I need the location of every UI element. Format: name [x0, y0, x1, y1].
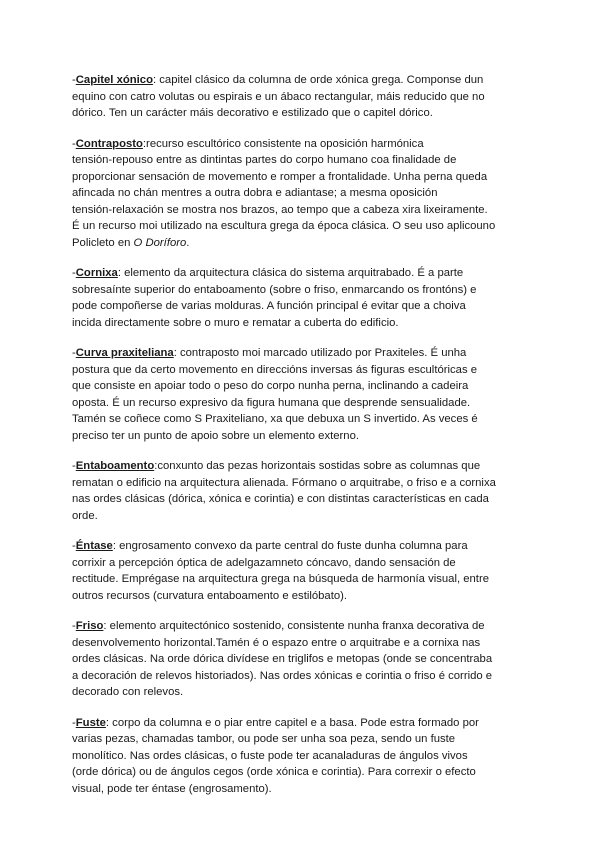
entry-first-line: [72, 458, 520, 475]
entry-definition-start: :recurso escultórico consistente na oposición harmónica: [142, 137, 424, 150]
entry-term: Entaboamento: [75, 460, 155, 472]
glossary-entry-cornixa: [72, 265, 520, 331]
entry-definition-line: desenvolvemento horizontal.Tamén é o espazo entre o arquitrabe e a cornixa nas: [72, 636, 481, 649]
entry-definition-line: monolítico. Nas ordes clásicas, o fuste pode ter acanaladuras de ángulos vivos: [72, 749, 468, 762]
entry-definition-line: pode compoñerse de varias molduras. A función principal é evitar que a choiva: [72, 300, 466, 312]
glossary-entry-entase: [72, 538, 520, 604]
entry-definition-line: nas ordes clásicas (dórica, xónica e corintia) e con distintas características en cada: [72, 493, 489, 505]
entry-definition-line: equino con catro volutas ou espirais e un ábaco rectangular, máis reducido que no: [72, 90, 485, 103]
entry-definition-start: : elemento da arquitectura clásica do sistema arquitrabado. É a parte: [117, 267, 464, 279]
entry-dash: -: [72, 620, 76, 632]
entry-definition-start: :conxunto das pezas horizontais sostidas sobre as columnas que: [154, 460, 481, 472]
entry-definition-line: proporcionar sensación de movemento e romper a frontalidade. Unha perna queda: [72, 170, 488, 183]
entry-term: Friso: [75, 620, 104, 632]
entry-term: Capitel xónico: [75, 74, 153, 86]
entry-dash: -: [72, 460, 76, 472]
entry-definition-line: a decoración de relevos historiados). Nas ordes xónicas e corintia o friso é corrido e: [72, 669, 493, 682]
entry-first-line: [72, 72, 520, 89]
entry-text: .: [186, 236, 190, 249]
glossary-body: [72, 72, 520, 811]
entry-definition-line: (orde dórica) ou de ángulos cegos (orde xónica e corintia). Para correxir o efecto: [72, 766, 476, 778]
entry-definition-line: outros recursos (curvatura entaboamento e estilóbato).: [72, 589, 348, 602]
entry-definition-start: : corpo da columna e o piar entre capitel e a basa. Pode estra formado por: [105, 716, 479, 729]
entry-definition-line: postura que da certo movemento en direccións inversas ás figuras escultóricas e: [72, 363, 478, 376]
entry-definition-line: ordes clásicas. Na orde dórica divídese en triglifos e metopas (onde se concentraba: [72, 653, 493, 665]
entry-definition-line: tensión-relaxación se mostra nos brazos, ao tempo que a cabeza xira lixeiramente.: [72, 203, 488, 216]
artwork-title: O Doríforo: [133, 236, 187, 249]
entry-term: Éntase: [75, 540, 113, 552]
entry-definition-line: rematan o edificio na arquitectura alienada. Fórmano o arquitrabe, o friso e a cornixa: [72, 476, 496, 489]
entry-first-line: [72, 715, 520, 732]
entry-definition-line: visual, pode ter éntase (engrosamento).: [72, 782, 272, 795]
entry-definition-line: É un recurso moi utilizado na escultura grega da época clásica. O seu uso aplicouno: [72, 220, 496, 232]
entry-definition-line: varias pezas, chamadas tambor, ou pode ser unha soa peza, sendo un fuste: [72, 733, 456, 745]
glossary-entry-capitel-xonico: [72, 72, 520, 122]
entry-first-line: [72, 345, 520, 362]
entry-dash: -: [72, 716, 76, 729]
entry-definition-line: orde.: [72, 509, 98, 522]
entry-definition-start: : capitel clásico da columna de orde xónica grega. Componse dun: [152, 74, 484, 86]
entry-dash: -: [72, 540, 76, 552]
entry-dash: -: [72, 74, 76, 86]
glossary-entry-curva-praxiteliana: [72, 345, 520, 444]
entry-first-line: [72, 538, 520, 555]
entry-first-line: [72, 265, 520, 282]
entry-definition-line: dórico. Ten un carácter máis decorativo e estilizado que o capitel dórico.: [72, 107, 433, 119]
entry-definition-line: rectitude. Emprégase na arquitectura grega na búsqueda de harmonía visual, entre: [72, 573, 489, 585]
entry-term: Contraposto: [75, 137, 143, 150]
entry-dash: -: [72, 267, 76, 279]
glossary-entry-contraposto: [72, 136, 520, 252]
entry-definition-line: incida directamente sobre o muro e rematar a cuberta do edificio.: [72, 316, 399, 329]
glossary-entry-entaboamento: [72, 458, 520, 524]
entry-definition-line: Tamén se coñece como S Praxiteliano, xa que debuxa un S invertido. As veces é: [72, 413, 478, 425]
glossary-entry-fuste: [72, 715, 520, 798]
entry-first-line: [72, 136, 520, 153]
entry-term: Cornixa: [75, 267, 118, 279]
entry-definition-line: decorado con relevos.: [72, 686, 184, 698]
entry-definition-line: oposta. É un recurso expresivo da figura humana que desprende sensualidade.: [72, 396, 471, 409]
entry-definition-line: afincada no chán mentres a outra dobra e adiantase; a mesma oposición: [72, 187, 438, 199]
entry-definition-line: que consiste en apoiar todo o peso do corpo nunha perna, inclinando a cadeira: [72, 380, 469, 392]
entry-definition-start: : engrosamento convexo da parte central do fuste dunha columna para: [112, 540, 468, 552]
entry-definition-start: : contraposto moi marcado utilizado por Praxiteles. É unha: [173, 347, 467, 359]
entry-term: Fuste: [75, 716, 106, 729]
entry-definition-start: : elemento arquitectónico sostenido, consistente nunha franxa decorativa de: [103, 620, 485, 632]
entry-definition-line: preciso ter un punto de apoio sobre un elemento externo.: [72, 429, 360, 442]
entry-definition-line: corrixir a percepción óptica de adelgazamneto cóncavo, dando sensación de: [72, 556, 456, 569]
glossary-entry-friso: [72, 618, 520, 701]
entry-definition-line: [72, 235, 520, 252]
entry-dash: -: [72, 347, 76, 359]
entry-definition-line: sobresaínte superior do entaboamento (sobre o friso, enmarcando os frontóns) e: [72, 283, 477, 296]
entry-definition-line: tensión-repouso entre as dintintas partes do corpo humano coa finalidade de: [72, 154, 457, 166]
entry-dash: -: [72, 137, 76, 150]
entry-first-line: [72, 618, 520, 635]
entry-text: Policleto en: [72, 236, 134, 249]
entry-term: Curva praxiteliana: [75, 347, 174, 359]
